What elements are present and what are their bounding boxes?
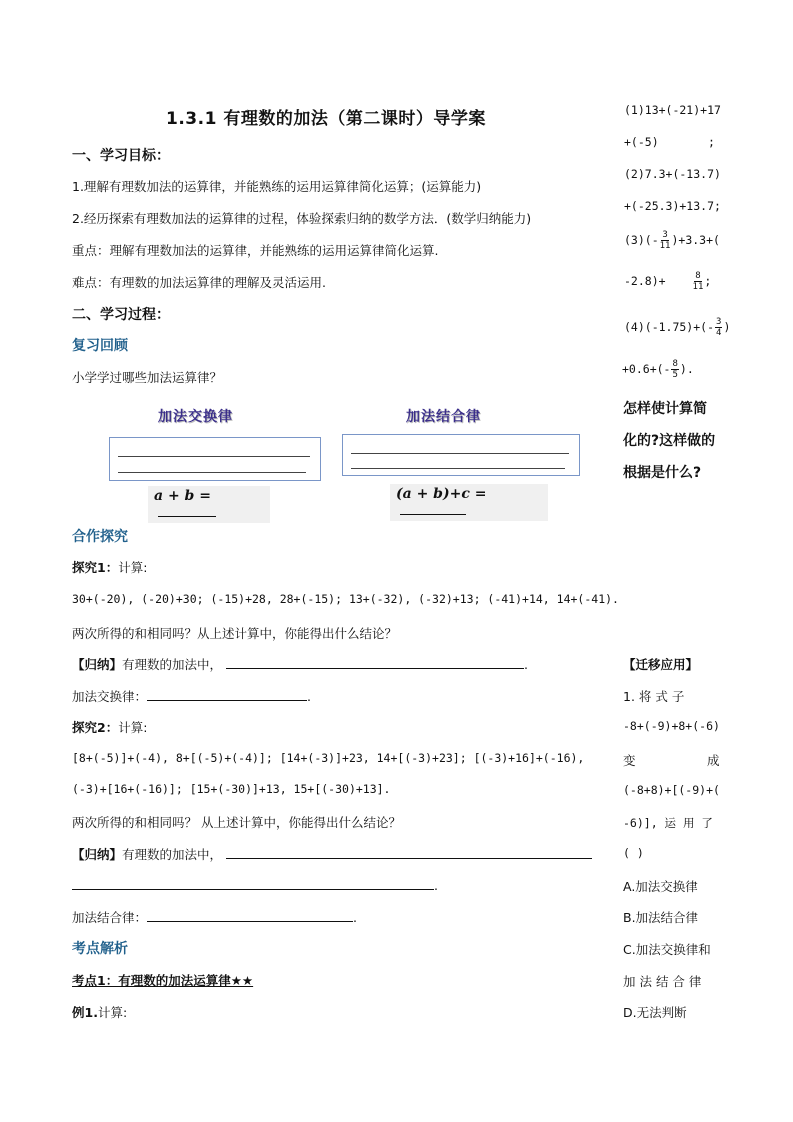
law1-formula-text: a + b = — [154, 488, 211, 504]
side-t4: (-8+8)+[(-9)+( — [623, 783, 720, 797]
side-opt-c1[interactable]: C.加法交换律和 — [623, 942, 711, 957]
goal-item-2: 2.经历探索有理数加法的运算律的过程，体验探索归纳的数学方法．(数学归纳能力) — [72, 211, 532, 226]
side-q3b-pre: -2.8)+ — [624, 274, 666, 288]
side-q4a-pre: (4)(-1.75)+(- — [624, 320, 715, 334]
side-q4b-pre: +0.6+(- — [622, 362, 671, 376]
side-opt-d[interactable]: D.无法判断 — [623, 1005, 687, 1020]
law1-title: 加法交换律 — [158, 409, 233, 425]
question2: 两次所得的和相同吗？ 从上述计算中，你能得出什么结论？ — [72, 815, 401, 830]
side-q3a-pre: (3)(- — [624, 233, 659, 247]
analysis-title: 考点解析 — [72, 941, 128, 957]
law1-box — [109, 437, 321, 481]
conclude1-period: . — [524, 657, 529, 672]
review-question: 小学学过哪些加法运算律？ — [72, 370, 223, 385]
side-q1a: (1)13+(-21)+17 — [624, 103, 721, 117]
conclusion2 — [72, 845, 592, 863]
conclude2-period: . — [434, 878, 438, 893]
side-opt-a[interactable]: A.加法交换律 — [623, 879, 698, 894]
side-q1c: ; — [708, 135, 715, 149]
side-transfer: 【迁移应用】 — [623, 657, 699, 672]
side-ask-2: 化的?这样做的 — [623, 433, 716, 449]
page-title: 1.3.1 有理数的加法（第二课时）导学案 — [166, 109, 486, 129]
side-q4b-frac — [671, 359, 678, 380]
side-q3b-frac — [693, 271, 704, 292]
side-q3a-num: 3 — [662, 230, 668, 240]
explore2-text: 计算: — [118, 720, 148, 735]
side-t1: 1. 将 式 子 — [623, 689, 685, 704]
conclude1-blank[interactable] — [226, 656, 524, 669]
side-q4a-post: ) — [723, 320, 731, 334]
law2-title: 加法结合律 — [406, 409, 481, 425]
law1-formula — [148, 486, 270, 523]
law2-formula-text: (a + b)+c = — [396, 486, 487, 502]
question1: 两次所得的和相同吗？从上述计算中，你能得出什么结论？ — [72, 626, 398, 641]
side-q4a-frac — [715, 317, 722, 338]
side-q4a-den: 4 — [716, 328, 722, 338]
goals-heading: 一、学习目标： — [72, 148, 170, 164]
law2-formula — [390, 484, 548, 521]
assoc-period: . — [353, 910, 357, 925]
point1: 考点1：有理数的加法运算律★★ — [72, 973, 254, 988]
explore1 — [72, 558, 147, 576]
review-title: 复习回顾 — [72, 338, 128, 354]
conclude1-text: 有理数的加法中， — [122, 657, 223, 672]
comm-period: . — [307, 689, 311, 704]
example1-text: 计算: — [97, 1005, 128, 1020]
assoc-law-row — [72, 908, 357, 926]
side-t3a: 变 — [623, 753, 636, 768]
conclude2-text: 有理数的加法中， — [122, 847, 223, 862]
law2-blank[interactable] — [400, 502, 466, 515]
example1 — [72, 1003, 127, 1021]
side-q2b: +(-25.3)+13.7; — [624, 199, 721, 213]
conclude2-label: 【归纳】 — [72, 847, 123, 862]
side-q4b-post: ). — [679, 362, 694, 376]
side-q3b-post: ; — [704, 274, 712, 288]
side-q2a: (2)7.3+(-13.7) — [624, 167, 721, 181]
comm-label: 加法交换律： — [72, 689, 148, 704]
side-t5: -6)], 运 用 了 — [623, 816, 713, 830]
explore2-line2: (-3)+[16+(-16)]; [15+(-30)]+13, 15+[(-30)+13]. — [72, 782, 391, 796]
conclusion2-cont — [72, 877, 438, 893]
assoc-label: 加法结合律： — [72, 910, 148, 925]
side-q3a-frac — [660, 230, 671, 251]
side-opt-c2[interactable]: 加 法 结 合 律 — [623, 974, 702, 989]
side-t2: -8+(-9)+8+(-6) — [623, 719, 720, 733]
side-q3b-den: 11 — [692, 282, 704, 292]
side-q3a-den: 11 — [659, 241, 671, 251]
side-ask-3: 根据是什么? — [623, 465, 702, 481]
explore2-line1: [8+(-5)]+(-4), 8+[(-5)+(-4)]; [14+(-3)]+23, 14+[(-3)+23]; [(-3)+16]+(-16), — [72, 751, 585, 765]
comm-law-row — [72, 687, 311, 705]
assoc-blank[interactable] — [147, 909, 353, 922]
law2-box — [342, 434, 580, 476]
side-q3b — [624, 271, 711, 292]
explore1-label: 探究1： — [72, 560, 119, 575]
side-ask-1: 怎样使计算简 — [623, 401, 707, 417]
side-q4b-num: 8 — [672, 359, 678, 369]
side-q3a — [624, 230, 720, 251]
conclude1-label: 【归纳】 — [72, 657, 123, 672]
side-q4a-num: 3 — [716, 317, 722, 327]
side-t3b: 成 — [707, 753, 720, 768]
coop-title: 合作探究 — [72, 529, 128, 545]
side-q3b-num: 8 — [695, 271, 701, 281]
law2-line-1 — [351, 453, 569, 454]
side-q1b: +(-5) — [624, 135, 659, 149]
side-q4b — [622, 359, 694, 380]
process-heading: 二、学习过程： — [72, 307, 170, 323]
comm-blank[interactable] — [147, 688, 307, 701]
side-t6: ( ) — [623, 846, 644, 860]
law2-line-2 — [351, 468, 565, 469]
key-point: 重点：理解有理数加法的运算律，并能熟练的运用运算律简化运算. — [72, 243, 439, 258]
law1-blank[interactable] — [158, 504, 216, 517]
law1-line-2 — [118, 472, 306, 473]
explore1-text: 计算: — [118, 560, 148, 575]
side-opt-b[interactable]: B.加法结合律 — [623, 910, 699, 925]
goal-item-1: 1.理解有理数加法的运算律，并能熟练的运用运算律简化运算；(运算能力) — [72, 179, 482, 194]
conclude2-blank[interactable] — [226, 846, 592, 859]
side-q4b-den: 5 — [672, 370, 678, 380]
example1-label: 例1. — [72, 1005, 98, 1020]
conclusion1 — [72, 655, 528, 673]
conclude2-blank-2[interactable] — [72, 877, 434, 890]
explore2-label: 探究2： — [72, 720, 119, 735]
side-q3a-post: )+3.3+( — [671, 233, 720, 247]
explore2 — [72, 718, 147, 736]
difficulty-point: 难点：有理数的加法运算律的理解及灵活运用. — [72, 275, 326, 290]
law1-line-1 — [118, 456, 310, 457]
explore1-expr: 30+(-20), (-20)+30; (-15)+28, 28+(-15); 13+(-32), (-32)+13; (-41)+14, 14+(-41). — [72, 592, 619, 606]
side-q4a — [624, 317, 730, 338]
